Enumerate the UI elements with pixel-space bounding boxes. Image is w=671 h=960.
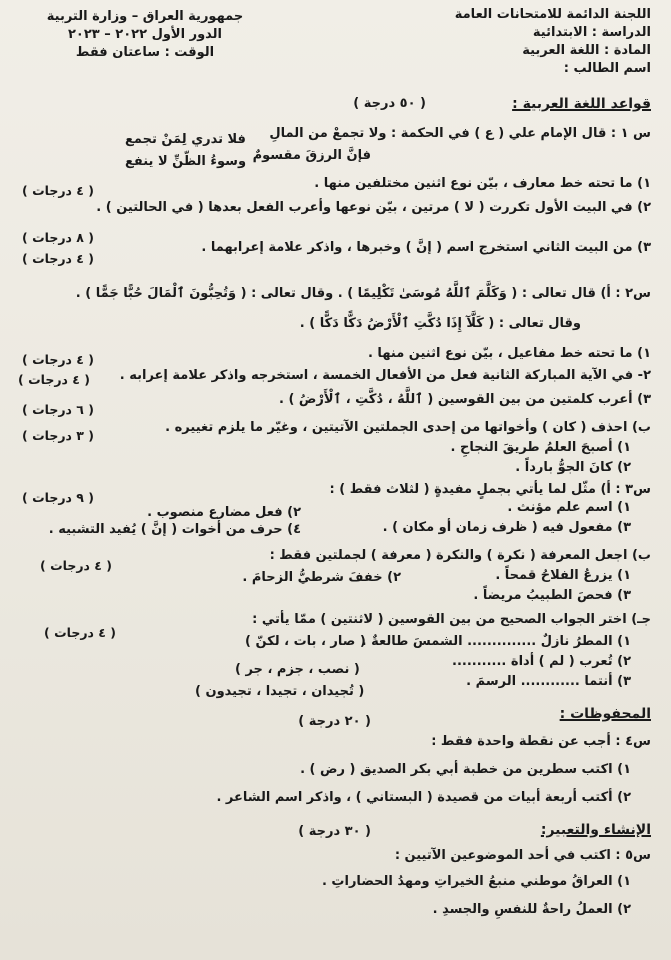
header-right [455, 6, 651, 78]
q3-c-item-2-options: ( نصب ، جزم ، جر ) [235, 662, 360, 677]
section-grammar-title: قواعد اللغة العربية : [512, 96, 651, 112]
q2-item-2: ٢- في الآية المباركة الثانية فعل من الأفعال الخمسة ، استخرجه واذكر علامة إعرابه . [119, 368, 651, 383]
q3-b-intro: ب) اجعل المعرفة ( نكرة ) والنكرة ( معرفة ) لجملتين فقط : [269, 548, 651, 563]
study-level: الدراسة : الابتدائية [532, 25, 651, 40]
q3-item-3: ٣) مفعول فيه ( ظرف زمان أو مكان ) . [382, 520, 631, 535]
q2-intro-b: وقال تعالى : ( كَلَّآ إِذَا دُكَّتِ ٱلْأَرْضُ دَكًّا دَكًّا ) . [299, 316, 581, 331]
section-composition-marks: ( ٣٠ درجة ) [298, 824, 371, 839]
q2-item-3-marks: ( ٦ درجات ) [22, 402, 95, 417]
q2-intro-a: س٢ : أ) قال تعالى : ( وَكَلَّمَ ٱللَّهُ مُوسَىٰ تَكْلِيمًا ) . وقال تعالى : ( وَتُحِبُّونَ ٱلْمَالَ حُبًّا جَمًّا ) . [75, 286, 651, 301]
q3-item-2: ٢) فعل مضارع منصوب . [147, 505, 301, 520]
q3-item-4: ٤) حرف من أخوات ( إنَّ ) يُفيد التشبيه . [48, 522, 301, 537]
q3-c-marks: ( ٤ درجات ) [44, 625, 117, 640]
ministry-name: جمهورية العراق – وزارة التربية [46, 9, 244, 24]
q2-b-marks: ( ٣ درجات ) [22, 428, 95, 443]
q1-item-2-marks: ( ٨ درجات ) [22, 230, 95, 245]
q1-item-1-marks: ( ٤ درجات ) [22, 183, 95, 198]
q2-b-item-2: ٢) كانَ الجوُّ بارداً . [515, 460, 631, 475]
q2-item-1: ١) ما تحته خط مفاعيل ، بيّن نوع اثنين منها . [367, 346, 651, 361]
q3-c-item-1-options: ( صار ، بات ، لكنّ ) [245, 634, 366, 649]
q5-intro: س٥ : اكتب في أحد الموضوعين الآتيين : [394, 848, 651, 863]
exam-round: الدور الأول ٢٠٢٢ – ٢٠٢٣ [67, 27, 223, 42]
section-memorization-marks: ( ٢٠ درجة ) [298, 714, 371, 729]
committee-name: اللجنة الدائمة للامتحانات العامة [454, 7, 651, 22]
section-memorization-title: المحفوظات : [559, 706, 651, 722]
q3-marks: ( ٩ درجات ) [22, 490, 95, 505]
q3-b-item-2: ٢) خففَ شرطيُّ الزحامَ . [242, 570, 401, 585]
q4-intro: س٤ : أجب عن نقطة واحدة فقط : [431, 734, 651, 749]
section-grammar-marks: ( ٥٠ درجة ) [353, 96, 426, 111]
q1-verse-b: فإنَّ الرزقَ مقسومٌ [252, 148, 371, 163]
q3-b-item-3: ٣) فحصَ الطبيبُ مريضاً . [473, 588, 631, 603]
q4-item-2: ٢) أكتب أربعة أبيات من قصيدة ( البستاني ) ، واذكر اسم الشاعر . [216, 790, 631, 805]
q1-intro: س ١ : قال الإمام علي ( ع ) في الحكمة : ولا تجمعْ من المالِ [269, 126, 651, 141]
subject: المادة : اللغة العربية [522, 43, 651, 58]
q1-verse-a: فلا تدري لِمَنْ تجمع [125, 132, 246, 147]
q4-item-1: ١) اكتب سطرين من خطبة أبي بكر الصديق ( رض ) . [300, 762, 631, 777]
q1-item-3: ٣) من البيت الثاني استخرج اسم ( إنَّ ) وخبرها ، واذكر علامة إعرابهما . [201, 240, 651, 255]
q1-item-3-marks: ( ٤ درجات ) [22, 251, 95, 266]
q2-item-2-marks: ( ٤ درجات ) [18, 372, 91, 387]
q2-b-item-1: ١) أصبحَ العلمُ طريقَ النجاحِ . [450, 440, 631, 455]
section-composition-title: الإنشاء والتعبير: [540, 822, 651, 838]
q3-c-item-3-options: ( تُجيدان ، تجيدا ، تجيدون ) [195, 684, 365, 699]
q3-c-item-3: ٣) أنتما ............ الرسمَ . [466, 674, 631, 689]
q1-verse-c: وسوءُ الظّنِّ لا ينفع [125, 154, 247, 169]
q3-c-intro: جـ) اختر الجواب الصحيح من بين القوسين ( لاثنتين ) ممّا يأتي : [252, 612, 651, 627]
q3-intro: س٣ : أ) مثّل لما يأتي بجملٍ مفيدةٍ ( لثلاث فقط ) : [329, 482, 651, 497]
q2-b-intro: ب) احذف ( كان ) وأخواتها من إحدى الجملتين الآتيتين ، وغيّر ما يلزم تغييره . [165, 420, 651, 435]
q3-b-item-1: ١) يزرعُ الفلاحُ قمحاً . [495, 568, 631, 583]
q3-c-item-1: ١) المطرُ نازلٌ .............. الشمسَ طالعةٌ . [361, 634, 631, 649]
exam-time: الوقت : ساعتان فقط [75, 45, 215, 60]
q3-c-item-2: ٢) تُعرب ( لم ) أداة ........... [452, 654, 631, 669]
q5-item-2: ٢) العملُ راحةٌ للنفسِ والجسدِ . [432, 902, 631, 917]
q3-b-marks: ( ٤ درجات ) [40, 558, 113, 573]
q2-item-1-marks: ( ٤ درجات ) [22, 352, 95, 367]
q1-item-2: ٢) في البيت الأول تكررت ( لا ) مرتين ، بيّن نوعها وأعرب الفعل بعدها ( في الحالتين ) . [96, 200, 651, 215]
student-name-label: اسم الطالب : [563, 61, 651, 76]
header-left [30, 8, 260, 62]
q5-item-1: ١) العراقُ موطني منبعُ الخيراتِ ومهدُ الحضاراتِ . [321, 874, 631, 889]
q1-item-1: ١) ما تحته خط معارف ، بيّن نوع اثنين مختلفين منها . [314, 176, 651, 191]
q3-item-1: ١) اسم علم مؤنث . [507, 500, 631, 515]
q2-item-3: ٣) أعرب كلمتين من بين القوسين ( ٱللَّهُ ، دُكَّتِ ، ٱلْأَرْضُ ) . [278, 392, 651, 407]
